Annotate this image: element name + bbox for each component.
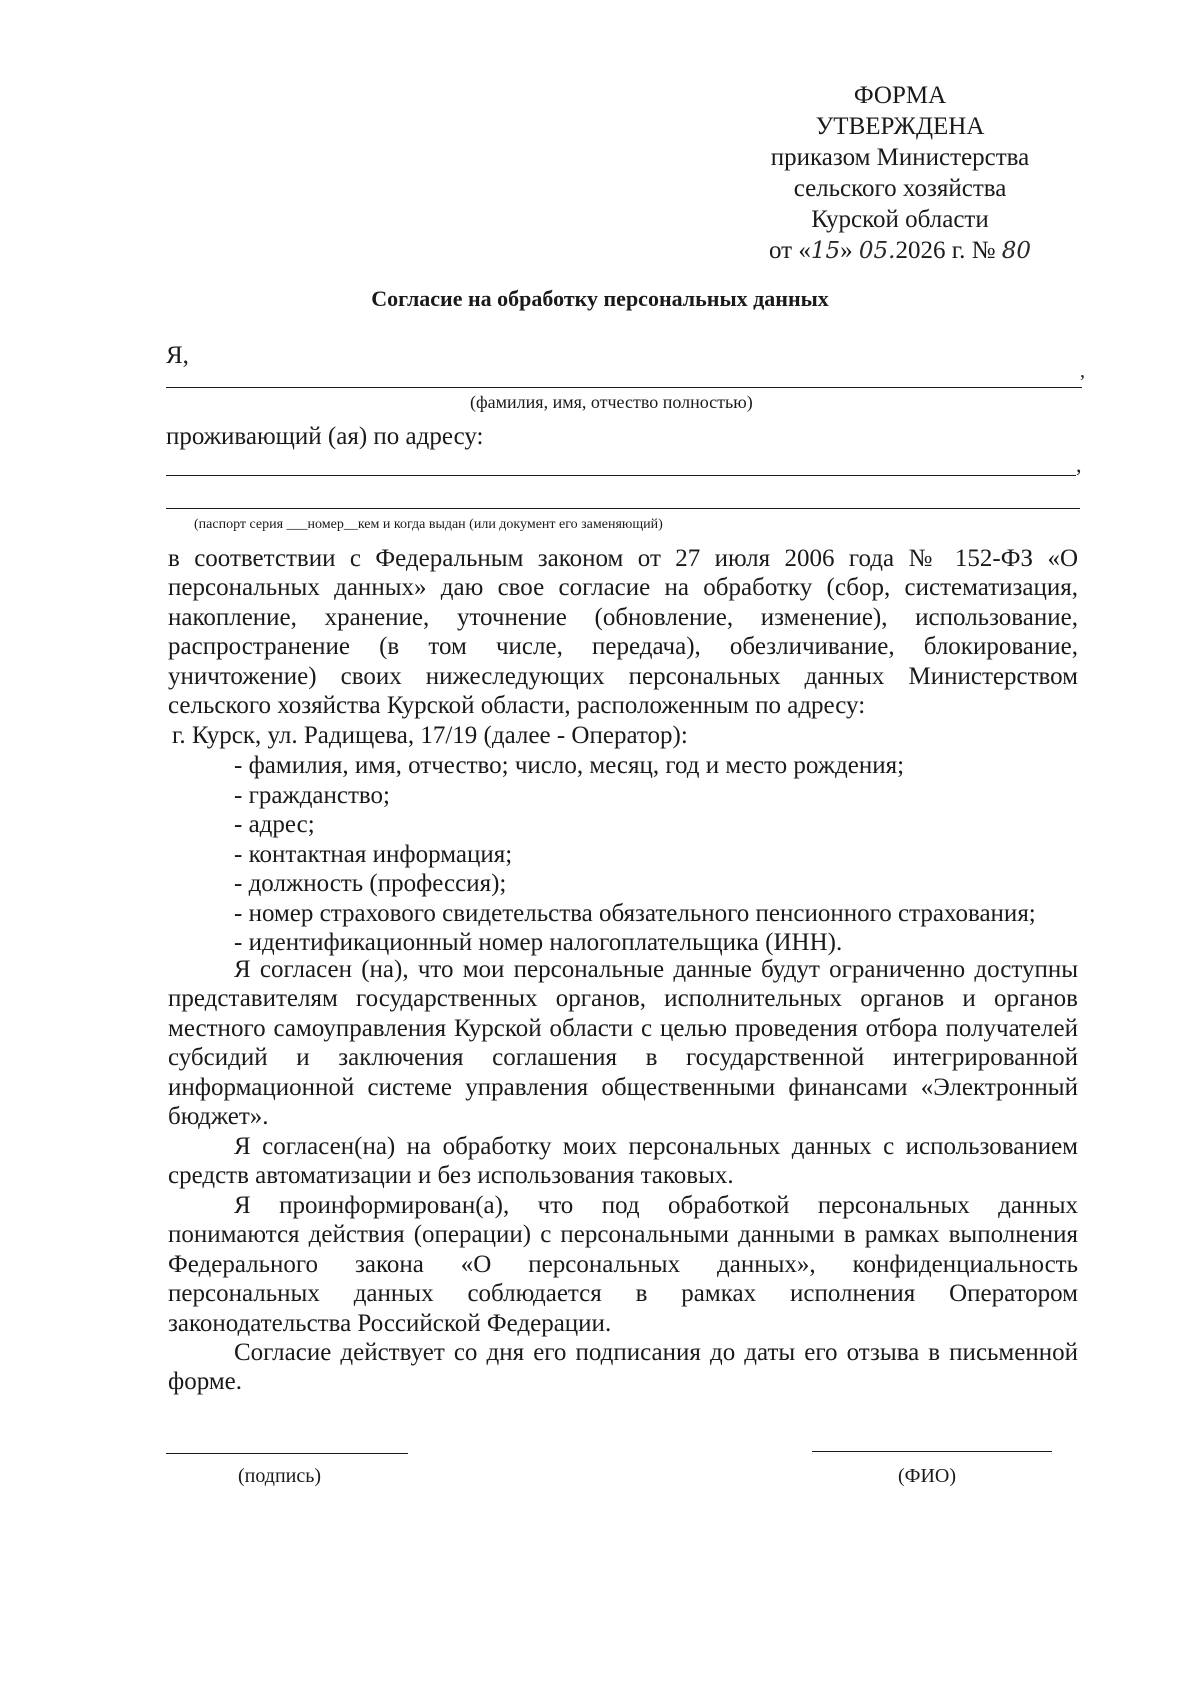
approval-date-line: [740, 235, 1060, 267]
consent-access-paragraph: Я согласен (на), что мои персональные данные будут ограниченно доступны представителям государственных органов, исполнительных органов и органов местного самоуправления Курской области с целью проведения отбора получателей субсидий и заключения соглашения в государственной интегрированной информационной системе управления общественными финансами «Электронный бюджет».: [168, 956, 1078, 1131]
approval-date-day: 15: [810, 238, 841, 264]
list-item: - номер страхового свидетельства обязательного пенсионного страхования;: [234, 899, 1036, 927]
signature-caption: (подпись): [238, 1465, 322, 1487]
fio-line[interactable]: [812, 1451, 1052, 1452]
address-label: проживающий (ая) по адресу:: [166, 423, 484, 450]
personal-data-list: [234, 751, 1084, 958]
approval-date-mid: »: [840, 237, 859, 264]
document-title: Согласие на обработку персональных данных: [371, 286, 829, 311]
i-label: Я,: [166, 342, 189, 369]
address-line-comma: ,: [1076, 452, 1082, 477]
list-item: - адрес;: [234, 811, 315, 838]
name-caption: (фамилия, имя, отчество полностью): [470, 392, 753, 412]
consent-automation-paragraph: Я согласен(на) на обработку моих персональных данных с использованием средств автоматизации и без использования таковых.: [168, 1133, 1078, 1190]
list-item: - идентификационный номер налогоплательщика (ИНН).: [234, 929, 843, 956]
approval-approved-label: УТВЕРЖДЕНА: [815, 113, 985, 140]
informed-paragraph: Я проинформирован(а), что под обработкой персональных данных понимаются действия (операции) с персональными данными в рамках выполнения Федерального закона «О персональных данных», конфиденциальность персональных данных соблюдается в рамках исполнения Оператором законодательства Российской Федерации.: [168, 1192, 1078, 1337]
passport-caption: (паспорт серия ___номер__кем и когда выдан (или документ его заменяющий): [194, 517, 663, 532]
approval-date-prefix: от «: [768, 237, 811, 264]
approval-ministry-label: сельского хозяйства: [793, 175, 1007, 202]
approval-region-label: Курской области: [811, 206, 989, 233]
approval-date-month: 05.: [858, 238, 896, 264]
approval-form-label: ФОРМА: [853, 82, 947, 109]
validity-paragraph: Согласие действует со дня его подписания до даты его отзыва в письменной форме.: [168, 1339, 1078, 1396]
address-line[interactable]: [166, 475, 1076, 476]
list-item: - контактная информация;: [234, 840, 513, 868]
signature-line[interactable]: [166, 1453, 408, 1454]
name-line[interactable]: [166, 387, 1082, 388]
approval-order-number: 80: [1001, 238, 1032, 264]
list-item: - гражданство;: [234, 781, 390, 809]
list-item: - должность (профессия);: [234, 870, 507, 897]
operator-address: г. Курск, ул. Радищева, 17/19 (далее - Оператор):: [172, 722, 688, 749]
approval-date-year: 2026 г. №: [895, 237, 996, 264]
fio-caption: (ФИО): [898, 1465, 957, 1487]
intro-paragraph: в соответствии с Федеральным законом от 27 июля 2006 года № 152-ФЗ «О персональных данных» даю свое согласие на обработку (сбор, систематизация, накопление, хранение, уточнение (обновление, изменение), использование, распространение (в том числе, передача), обезличивание, блокирование, уничтожение) своих нижеследующих персональных данных Министерством сельского хозяйства Курской области, расположенным по адресу:: [168, 545, 1078, 720]
approval-order-label: приказом Министерства: [770, 144, 1030, 171]
name-line-comma: ,: [1080, 360, 1085, 382]
list-item: - фамилия, имя, отчество; число, месяц, год и место рождения;: [234, 752, 905, 779]
passport-line[interactable]: [166, 508, 1080, 509]
approval-block: [740, 80, 1060, 267]
